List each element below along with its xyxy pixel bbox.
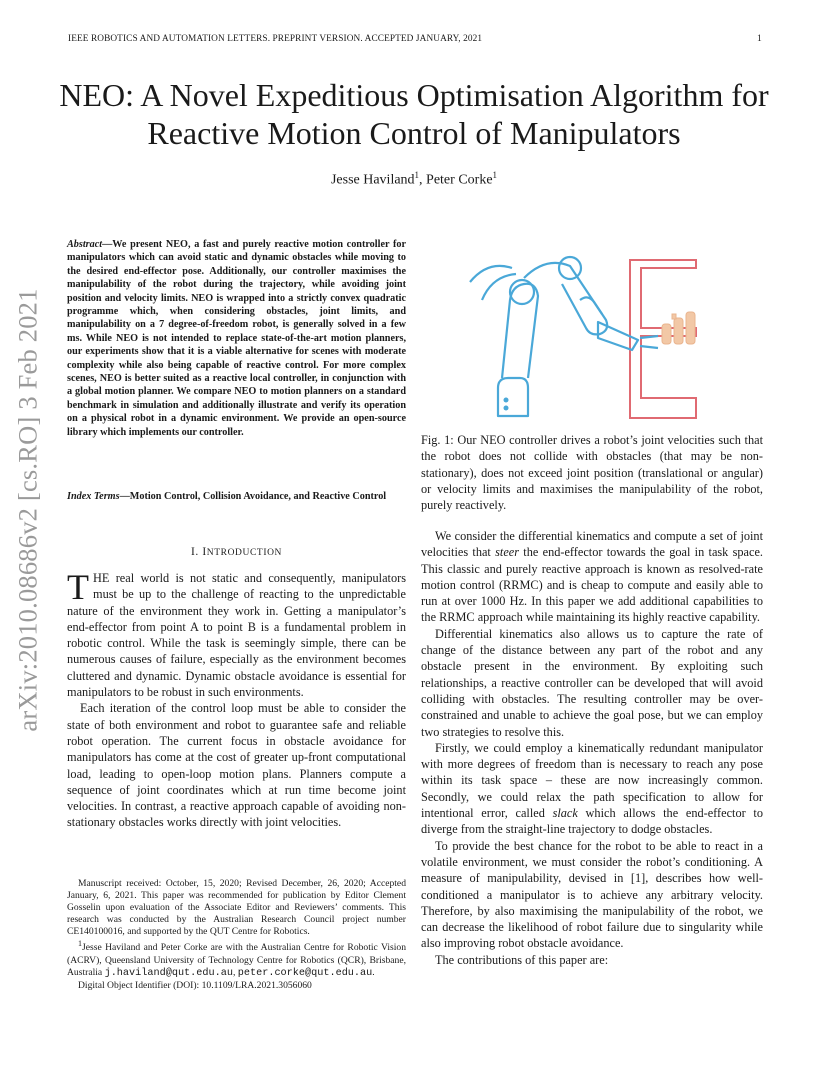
affiliation-note xyxy=(67,938,406,979)
email-link[interactable]: j.haviland@qut.edu.au xyxy=(104,967,233,979)
author-name: Jesse Haviland xyxy=(330,172,415,188)
bottles xyxy=(662,312,695,344)
section-title-initial: I xyxy=(202,546,207,558)
drop-cap: T xyxy=(67,567,89,607)
email-link[interactable]: peter.corke@qut.edu.au xyxy=(237,967,373,979)
emphasis: steer xyxy=(495,545,520,560)
footnotes xyxy=(67,878,406,992)
index-terms-label: Index Terms xyxy=(67,491,120,502)
figure-caption: Fig. 1: Our NEO controller drives a robot’s joint velocities such that the robot does not collide with obstacles (that may be non-stationary), does not exceed joint position (translational or angular) or velocity limits and maximises the manipulability of the robot, purely reactively. xyxy=(421,433,763,513)
arxiv-stamp xyxy=(0,265,56,755)
author-name: Peter Corke xyxy=(426,172,493,188)
affiliation-text: Jesse Haviland and Peter Corke are with the Australian Centre for Robotic Vision (ACRV), Queensland University of Technology Centre for Robotics (QCR), Brisbane, Australia xyxy=(67,942,406,978)
paragraph-text: HE real world is not static and consequently, manipulators must be up to the challenge of reacting to the unpredictable nature of the environment they work in. Getting a manipulator’s end-effector from point A to point B is a fundamental problem in robotic control. While the task is seemingly simple, there can be numerous causes of failure, especially as the environment becomes cluttered and dynamic. Dynamic obstacle avoidance is essential for manipulators to be robust in such environments. xyxy=(67,571,406,700)
abstract-label: Abstract xyxy=(67,239,103,250)
abstract xyxy=(67,238,406,439)
email-end: . xyxy=(372,966,375,978)
email-separator: , xyxy=(232,966,238,978)
author-affiliation-mark: 1 xyxy=(492,170,498,180)
paragraph-text: the end-effector towards the goal in task space. This classic and purely reactive approach is known as resolved-rate motion control (RRMC) and is cheap to compute and easily able to run at over 1000 Hz. In this paper we add additional capabilities to the RRMC approach while maintaining its highly reactive capability. xyxy=(421,545,763,625)
paragraph xyxy=(421,528,763,626)
manuscript-note: Manuscript received: October, 15, 2020; Revised December, 26, 2020; Accepted January, 6, 2021. This paper was recommended for publication by Editor Clement Gosselin upon evaluation of the Associate Editor and Reviewers’ comments. This research was conducted by the Australian Research Council project number CE140100016, and supported by the QUT Centre for Robotics. xyxy=(67,878,406,938)
paragraph xyxy=(421,740,763,838)
robot-shelf-illustration xyxy=(462,238,772,428)
author-separator: , xyxy=(419,172,427,188)
doi-note: Digital Object Identifier (DOI): 10.1109/LRA.2021.3056060 xyxy=(78,979,312,991)
page-number: 1 xyxy=(757,34,762,44)
paragraph: The contributions of this paper are: xyxy=(435,952,609,967)
author-list xyxy=(0,170,828,189)
paragraph: To provide the best chance for the robot to be able to react in a volatile environment, we must consider the robot’s conditioning. A measure of manipulability, devised in [1], describes how well-conditioned a manipulator is to achieve any arbitrary velocity. Therefore, by also maximising the manipulability of the robot, we can decrease the likelihood of robot failure due to singularity while also improving robot obstacle avoidance. xyxy=(421,838,763,951)
index-terms-text: —Motion Control, Collision Avoidance, and Reactive Control xyxy=(119,491,387,502)
section-number: I. xyxy=(190,546,203,558)
index-terms xyxy=(67,490,406,503)
paragraph: Each iteration of the control loop must be able to consider the state of both environment and robot to guarantee safe and reliable robot operation. The current focus in obstacle avoidance for manipulators has come at the cost of greater up-front computational load, leading to open-loop motion plans. Planners compute a sequence of joint coordinates which at run time become joint velocities. In contrast, a reactive approach capable of avoiding non-stationary obstacles works directly with joint velocities. xyxy=(67,701,406,830)
paragraph-text: which allows the end-effector to diverge from the straight-line trajectory to dodge obstacles. xyxy=(421,806,763,837)
section-heading xyxy=(67,546,406,558)
section-title-rest: NTRODUCTION xyxy=(206,548,283,558)
arxiv-identifier: arXiv:2010.08686v2 [cs.RO] 3 Feb 2021 xyxy=(12,288,43,732)
author-affiliation-mark: 1 xyxy=(414,170,420,180)
right-column-text xyxy=(421,528,763,968)
abstract-text: —We present NEO, a fast and purely reactive motion controller for manipulators which can avoid static and dynamic obstacles while moving to the desired end-effector pose. Additionally, our controller maximises the manipulability of the robot during the trajectory, while avoiding joint position and velocity limits. NEO is wrapped into a strictly convex quadratic programme which, when considering obstacles, joint limits, and manipulability on a 7 degree-of-freedom robot, is generally solved in a few ms. While NEO is not intended to replace state-of-the-art motion planners, our experiments show that it is a viable alternative for scenes with moderate complexity while also being capable of reactive control. For more complex scenes, NEO is better suited as a reactive local controller, in conjunction with a global motion planner. We compare NEO to motion planners on a standard benchmark in simulation and additionally illustrate and verify its operation on a physical robot in a dynamic environment. We provide an open-source library which implements our controller. xyxy=(67,239,406,438)
running-header: IEEE ROBOTICS AND AUTOMATION LETTERS. PREPRINT VERSION. ACCEPTED JANUARY, 2021 xyxy=(68,34,483,44)
emphasis: slack xyxy=(552,806,578,821)
footnote-mark: 1 xyxy=(78,939,82,949)
introduction-text xyxy=(67,567,406,831)
paragraph-text: Firstly, we could employ a kinematically redundant manipulator with more degrees of freedom than is necessary to reach any pose within its task space – these are now increasingly common. Secondly, we could relax the path specification to allow for intentional error, called xyxy=(421,740,763,821)
paper-title: NEO: A Novel Expeditious Optimisation Algorithm for Reactive Motion Control of Manipulators xyxy=(59,77,769,151)
paragraph-text: We consider the differential kinematics and compute a set of joint velocities that xyxy=(421,529,763,560)
figure-robot-illustration xyxy=(462,238,772,428)
paragraph: Differential kinematics also allows us to capture the rate of change of the distance between any part of the robot and any obstacle present in the environment. By exploiting such relationships, a reactive controller can be developed that will avoid colliding with obstacles. The resulting controller may be over-constrained and unable to achieve the goal pose, but we can employ two strategies to resolve this. xyxy=(421,626,763,739)
paragraph xyxy=(67,567,406,700)
